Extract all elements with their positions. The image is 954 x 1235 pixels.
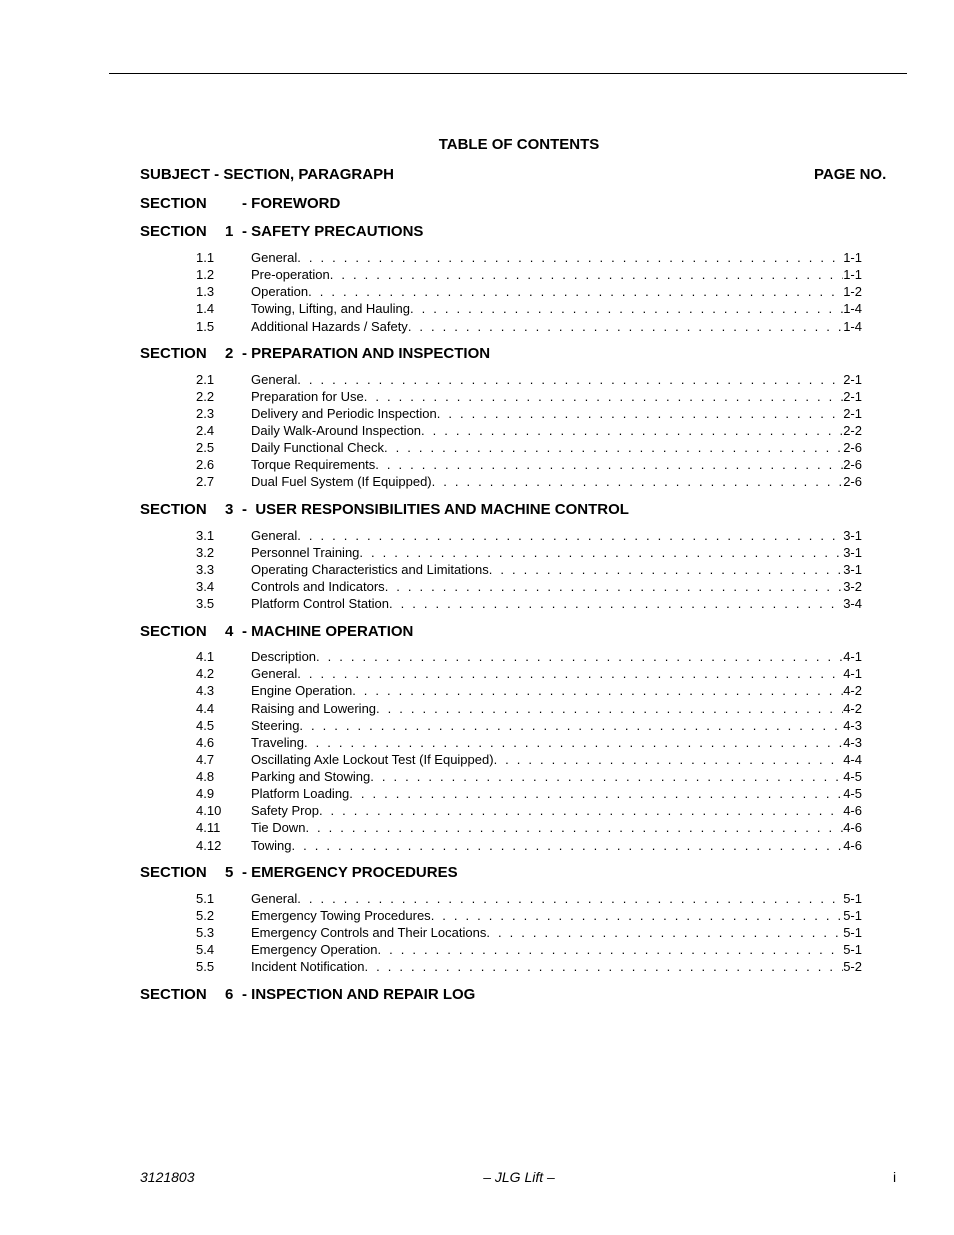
entry-page: 2-2 [843, 423, 862, 438]
toc-entry[interactable] [196, 768, 862, 785]
toc-entry[interactable] [196, 958, 862, 975]
section-label: SECTION [140, 345, 207, 362]
entry-title: Delivery and Periodic Inspection [251, 406, 437, 421]
entry-title: Operation [251, 284, 309, 299]
entry-number: 3.4 [196, 579, 215, 594]
entry-number: 3.2 [196, 545, 215, 560]
entry-number: 5.4 [196, 942, 215, 957]
entry-page: 2-6 [843, 457, 862, 472]
entry-page: 1-2 [843, 284, 862, 299]
entry-page: 4-6 [843, 820, 862, 835]
section-number: 6 [225, 986, 234, 1003]
entry-number: 4.4 [196, 701, 215, 716]
entry-title: Traveling [251, 735, 304, 750]
entry-page: 3-4 [843, 596, 862, 611]
entry-title: Tie Down [251, 820, 306, 835]
section-title: - INSPECTION AND REPAIR LOG [242, 986, 476, 1003]
entry-number: 1.4 [196, 301, 215, 316]
toc-entry[interactable] [196, 717, 862, 734]
section-title: - FOREWORD [242, 195, 341, 212]
entry-page: 4-4 [843, 752, 862, 767]
entry-number: 2.5 [196, 440, 215, 455]
toc-entry[interactable] [196, 648, 862, 665]
dot-leader [489, 561, 843, 578]
entry-page: 5-1 [843, 891, 862, 906]
entry-page: 5-1 [843, 908, 862, 923]
entry-page: 3-1 [843, 545, 862, 560]
section-heading-1[interactable] [140, 223, 423, 240]
footer-page-number: i [893, 1169, 897, 1185]
entry-page: 4-3 [843, 735, 862, 750]
toc-entry[interactable] [196, 439, 862, 456]
dot-leader [486, 924, 843, 941]
entry-page: 3-1 [843, 562, 862, 577]
entry-page: 5-1 [843, 942, 862, 957]
section-label: SECTION [140, 501, 207, 518]
entry-number: 4.11 [196, 820, 221, 835]
section-heading-2[interactable] [140, 345, 490, 362]
toc-entry[interactable] [196, 665, 862, 682]
entry-title: Personnel Training [251, 545, 360, 560]
dot-leader [364, 388, 843, 405]
entry-number: 2.2 [196, 389, 215, 404]
section-title: - SAFETY PRECAUTIONS [242, 223, 424, 240]
entry-title: General [251, 666, 298, 681]
dot-leader [352, 682, 843, 699]
entry-page: 4-1 [843, 649, 862, 664]
entry-title: Oscillating Axle Lockout Test (If Equipped) [251, 752, 494, 767]
dot-leader [297, 890, 843, 907]
section-title: - EMERGENCY PROCEDURES [242, 864, 458, 881]
toc-entry[interactable] [196, 544, 862, 561]
dot-leader [297, 665, 843, 682]
toc-entry[interactable] [196, 785, 862, 802]
dot-leader [410, 300, 843, 317]
dot-leader [330, 266, 843, 283]
dot-leader [297, 527, 843, 544]
entry-title: Controls and Indicators [251, 579, 385, 594]
dot-leader [299, 717, 843, 734]
entry-number: 2.4 [196, 423, 215, 438]
entry-number: 4.6 [196, 735, 215, 750]
toc-entry[interactable] [196, 924, 862, 941]
entry-title: General [251, 372, 298, 387]
entry-title: Raising and Lowering [251, 701, 377, 716]
dot-leader [494, 751, 844, 768]
dot-leader [437, 405, 843, 422]
entry-page: 4-1 [843, 666, 862, 681]
section-heading-4[interactable] [140, 623, 413, 640]
toc-entry[interactable] [196, 595, 862, 612]
entry-title: Emergency Operation [251, 942, 378, 957]
toc-entry[interactable] [196, 473, 862, 490]
entry-number: 2.6 [196, 457, 215, 472]
dot-leader [297, 249, 843, 266]
entry-page: 4-3 [843, 718, 862, 733]
entry-number: 4.2 [196, 666, 215, 681]
section-heading-6[interactable] [140, 986, 475, 1003]
section-label: SECTION [140, 195, 207, 212]
subject-column-header: SUBJECT - SECTION, PARAGRAPH [140, 166, 394, 183]
toc-entry[interactable] [196, 456, 862, 473]
section-number: 5 [225, 864, 234, 881]
entry-page: 3-1 [843, 528, 862, 543]
section-heading-5[interactable] [140, 864, 458, 881]
dot-leader [349, 785, 843, 802]
toc-entry[interactable] [196, 422, 862, 439]
entry-page: 1-4 [843, 301, 862, 316]
section-heading-3[interactable] [140, 501, 629, 518]
toc-entry[interactable] [196, 527, 862, 544]
entry-title: Additional Hazards / Safety [251, 319, 408, 334]
dot-leader [432, 473, 844, 490]
page-number-column-header: PAGE NO. [814, 166, 887, 183]
entry-title: Emergency Controls and Their Locations [251, 925, 487, 940]
section-label: SECTION [140, 223, 207, 240]
page-title: TABLE OF CONTENTS [438, 136, 600, 153]
entry-page: 2-6 [843, 474, 862, 489]
entry-number: 3.5 [196, 596, 215, 611]
entry-title: Dual Fuel System (If Equipped) [251, 474, 432, 489]
entry-number: 1.5 [196, 319, 215, 334]
entry-page: 5-1 [843, 925, 862, 940]
entry-title: Pre-operation [251, 267, 330, 282]
entry-title: Towing [251, 838, 292, 853]
section-label: SECTION [140, 623, 207, 640]
entry-title: Steering [251, 718, 300, 733]
dot-leader [316, 648, 843, 665]
entry-page: 4-6 [843, 838, 862, 853]
toc-entry[interactable] [196, 819, 862, 836]
entry-number: 4.8 [196, 769, 215, 784]
toc-entry[interactable] [196, 941, 862, 958]
dot-leader [375, 456, 843, 473]
dot-leader [408, 318, 843, 335]
entry-title: Engine Operation [251, 683, 353, 698]
section-label: SECTION [140, 986, 207, 1003]
section-title: - MACHINE OPERATION [242, 623, 414, 640]
entry-title: Incident Notification [251, 959, 365, 974]
entry-page: 4-2 [843, 701, 862, 716]
dot-leader [364, 958, 843, 975]
entry-page: 2-1 [843, 372, 862, 387]
entry-title: Platform Loading [251, 786, 350, 801]
toc-entry[interactable] [196, 837, 862, 854]
dot-leader [377, 941, 843, 958]
entry-number: 4.10 [196, 803, 222, 818]
toc-entry[interactable] [196, 751, 862, 768]
entry-title: Safety Prop [251, 803, 319, 818]
footer-publisher: – JLG Lift – [483, 1169, 555, 1185]
entry-title: General [251, 528, 298, 543]
section-label: SECTION [140, 864, 207, 881]
entry-number: 4.7 [196, 752, 215, 767]
dot-leader [385, 578, 844, 595]
entry-number: 4.5 [196, 718, 215, 733]
entry-title: General [251, 250, 298, 265]
dot-leader [431, 907, 844, 924]
entry-page: 1-4 [843, 319, 862, 334]
dot-leader [359, 544, 843, 561]
dot-leader [376, 700, 843, 717]
entry-number: 2.1 [196, 372, 215, 387]
entry-title: Platform Control Station [251, 596, 390, 611]
entry-page: 4-6 [843, 803, 862, 818]
toc-entry[interactable] [196, 561, 862, 578]
entry-page: 4-2 [843, 683, 862, 698]
entry-number: 5.5 [196, 959, 215, 974]
entry-title: Emergency Towing Procedures [251, 908, 431, 923]
entry-page: 1-1 [843, 250, 862, 265]
entry-number: 1.1 [196, 250, 215, 265]
entry-page: 3-2 [843, 579, 862, 594]
entry-title: Towing, Lifting, and Hauling [251, 301, 410, 316]
dot-leader [384, 439, 843, 456]
entry-number: 4.3 [196, 683, 215, 698]
dot-leader [308, 283, 843, 300]
entry-title: Torque Requirements [251, 457, 376, 472]
dot-leader [305, 819, 843, 836]
entry-title: Preparation for Use [251, 389, 364, 404]
entry-page: 4-5 [843, 786, 862, 801]
dot-leader [370, 768, 843, 785]
entry-title: General [251, 891, 298, 906]
section-number: 2 [225, 345, 234, 362]
entry-number: 4.12 [196, 838, 222, 853]
dot-leader [291, 837, 843, 854]
toc-entry[interactable] [196, 283, 862, 300]
header-rule [109, 73, 907, 74]
toc-entry[interactable] [196, 249, 862, 266]
dot-leader [304, 734, 843, 751]
entry-number: 3.1 [196, 528, 215, 543]
entry-number: 5.2 [196, 908, 215, 923]
entry-title: Operating Characteristics and Limitations [251, 562, 489, 577]
entry-number: 2.7 [196, 474, 215, 489]
toc-entry[interactable] [196, 802, 862, 819]
footer-document-number: 3121803 [140, 1169, 195, 1185]
entry-title: Daily Walk-Around Inspection [251, 423, 422, 438]
toc-entry[interactable] [196, 890, 862, 907]
entry-page: 5-2 [843, 959, 862, 974]
toc-entry[interactable] [196, 907, 862, 924]
section-heading-foreword[interactable] [140, 195, 340, 212]
toc-entry[interactable] [196, 700, 862, 717]
entry-number: 5.3 [196, 925, 215, 940]
section-title: - PREPARATION AND INSPECTION [242, 345, 491, 362]
toc-entry[interactable] [196, 682, 862, 699]
toc-entry[interactable] [196, 318, 862, 335]
dot-leader [319, 802, 843, 819]
entry-number: 1.2 [196, 267, 215, 282]
toc-entry[interactable] [196, 405, 862, 422]
entry-page: 4-5 [843, 769, 862, 784]
entry-number: 3.3 [196, 562, 215, 577]
dot-leader [421, 422, 843, 439]
dot-leader [389, 595, 843, 612]
entry-title: Description [251, 649, 317, 664]
entry-page: 2-1 [843, 406, 862, 421]
toc-entry[interactable] [196, 266, 862, 283]
entry-number: 4.9 [196, 786, 215, 801]
section-title: - USER RESPONSIBILITIES AND MACHINE CONTROL [242, 501, 629, 518]
entry-number: 1.3 [196, 284, 215, 299]
entry-page: 2-6 [843, 440, 862, 455]
dot-leader [297, 371, 843, 388]
entry-title: Parking and Stowing [251, 769, 371, 784]
toc-entry[interactable] [196, 300, 862, 317]
entry-page: 2-1 [843, 389, 862, 404]
entry-page: 1-1 [843, 267, 862, 282]
toc-entry[interactable] [196, 371, 862, 388]
entry-number: 5.1 [196, 891, 215, 906]
entry-title: Daily Functional Check [251, 440, 384, 455]
section-number: 4 [225, 623, 234, 640]
entry-number: 4.1 [196, 649, 215, 664]
toc-entry[interactable] [196, 388, 862, 405]
entry-number: 2.3 [196, 406, 215, 421]
toc-entry[interactable] [196, 734, 862, 751]
section-number: 3 [225, 501, 234, 518]
toc-entry[interactable] [196, 578, 862, 595]
section-number: 1 [225, 223, 234, 240]
